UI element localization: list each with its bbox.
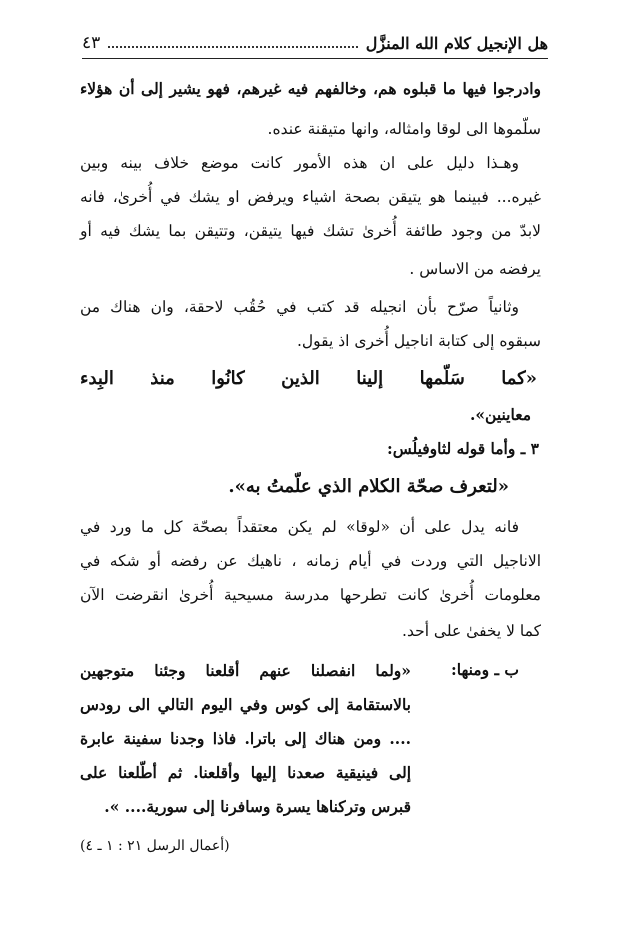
header-title: هل الإنجيل كلام الله المنزَّل: [365, 33, 548, 53]
acts-quote-line-5: قبرس وتركناها يسرة وسافرنا إلى سورية.... ».: [104, 797, 411, 816]
acts-quote-line-3: .... ومن هناك إلى باترا. فاذا وجدنا سفينة عابرة: [80, 729, 411, 748]
page-number: ٤٣: [82, 33, 101, 53]
acts-quote-block: [80, 656, 541, 832]
text-line-6: يرفضه من الاساس .: [409, 260, 541, 278]
acts-quote-line-4: إلى فينيقية صعدنا إليها وأقلعنا. ثم أطّلعنا على: [80, 763, 411, 782]
quote-line-3: «لتعرف صحّة الكلام الذي علّمتُ به».: [228, 476, 509, 497]
quote-line-2: معاينين».: [469, 405, 531, 424]
text-line-11: معلومات أُخرىٰ كانت تطرحها مدرسة مسيحية أُخرىٰ انقرضت الآن: [80, 586, 541, 604]
text-line-5: لابدّ من وجود طائفة أُخرىٰ تشك فيها يتيقن، وتتيقن بما يشك فيه أو: [80, 222, 541, 240]
text-line-8: سبقوه إلى كتابة اناجيل أُخرى اذ يقول.: [296, 332, 541, 350]
acts-quote-line-1: «ولما انفصلنا عنهم أقلعنا وجئنا متوجهين: [80, 661, 411, 680]
text-line-9: فانه يدل على أن «لوقا» لم يكن معتقداً بصحّة كل ما ورد في: [80, 518, 519, 536]
quote-label: ب ـ ومنها:: [451, 660, 519, 679]
text-line-4: غيره... فبينما هو يتيقن بصحة اشياء ويرفض او يشك في أُخرىٰ، فانه: [80, 188, 541, 206]
quote-line-1: «كما سَلّمها إلينا الذين كانُوا منذ البِدء: [80, 368, 537, 389]
text-line-10: الاناجيل التي وردت في أيام زمانه ، ناهيك عن رفضه أو شكه في: [80, 552, 541, 570]
section-heading-3: ٣ ـ وأما قوله لثاوفيلُس:: [386, 439, 539, 458]
text-line-3: وهـذا دليل على ان هذه الأمور كانت موضع خلاف بينه وبين: [80, 154, 519, 172]
acts-quote-line-2: بالاستقامة إلى كوس وفي اليوم التالي الى رودس: [80, 695, 411, 714]
citation: (أعمال الرسل ٢١ : ١ ـ ٤): [80, 838, 230, 854]
text-line-2: سلّموها الى لوقا وامثاله، وانها متيقنة عنده.: [267, 120, 541, 138]
header-leader-dots: [108, 46, 357, 48]
text-line-12: كما لا يخفىٰ على أحد.: [402, 622, 541, 640]
text-line-1: وادرجوا فيها ما قبلوه هم، وخالفهم فيه غيرهم، فهو يشير إلى أن هؤلاء: [80, 79, 541, 98]
running-header: [82, 28, 548, 59]
text-line-7: وثانياً صرّح بأن انجيله قد كتب في حُقُب لاحقة، وان هناك من: [80, 298, 519, 316]
